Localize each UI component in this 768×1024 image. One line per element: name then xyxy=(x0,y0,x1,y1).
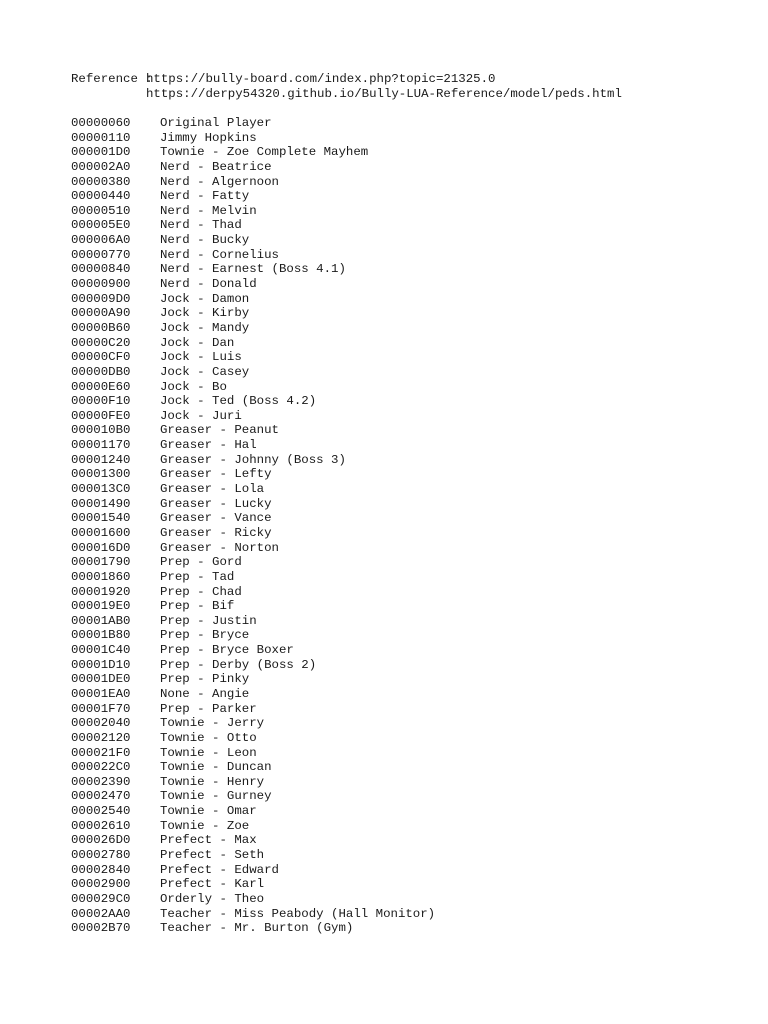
entry-address: 00001540 xyxy=(71,511,131,526)
entry-address: 00002840 xyxy=(71,862,131,877)
entry-name: Jimmy Hopkins xyxy=(160,130,257,145)
entry-name: Greaser - Lucky xyxy=(160,496,272,511)
list-item xyxy=(71,921,731,936)
entry-address: 00002780 xyxy=(71,848,131,863)
list-item xyxy=(71,306,731,321)
entry-address: 00001EA0 xyxy=(71,686,131,701)
entry-name: Original Player xyxy=(160,116,272,130)
entry-address: 000021F0 xyxy=(71,745,131,760)
list-item xyxy=(71,511,731,526)
entry-name: Greaser - Vance xyxy=(160,511,272,526)
entry-address: 000016D0 xyxy=(71,540,131,555)
entry-address: 00001AB0 xyxy=(71,613,131,628)
entry-name: Teacher - Mr. Burton (Gym) xyxy=(160,921,354,936)
list-item xyxy=(71,877,731,892)
list-item xyxy=(71,819,731,834)
entry-address: 00002900 xyxy=(71,877,131,892)
list-item xyxy=(71,189,731,204)
entry-address: 00001600 xyxy=(71,525,131,540)
entry-name: Jock - Juri xyxy=(160,408,242,423)
list-item xyxy=(71,350,731,365)
entry-name: Townie - Jerry xyxy=(160,716,265,731)
entry-name: Greaser - Hal xyxy=(160,438,257,453)
reference-indent xyxy=(71,87,146,102)
list-item xyxy=(71,321,731,336)
entry-address: 000029C0 xyxy=(71,891,131,906)
list-item xyxy=(71,789,731,804)
entry-address: 00002B70 xyxy=(71,921,131,936)
list-item xyxy=(71,277,731,292)
list-item xyxy=(71,863,731,878)
list-item xyxy=(71,131,731,146)
entry-name: Nerd - Donald xyxy=(160,277,257,292)
entry-name: Prefect - Karl xyxy=(160,877,265,892)
list-item xyxy=(71,555,731,570)
entry-name: Prep - Bif xyxy=(160,599,235,614)
list-item xyxy=(71,892,731,907)
list-item xyxy=(71,160,731,175)
list-item xyxy=(71,497,731,512)
entry-address: 00001490 xyxy=(71,496,131,511)
entry-name: Townie - Leon xyxy=(160,745,257,760)
entry-name: Townie - Otto xyxy=(160,730,257,745)
entry-name: Nerd - Algernoon xyxy=(160,174,279,189)
reference-line-1 xyxy=(71,72,731,87)
entry-address: 00000840 xyxy=(71,262,131,277)
entry-address: 000019E0 xyxy=(71,599,131,614)
list-item xyxy=(71,482,731,497)
entry-address: 00001D10 xyxy=(71,657,131,672)
document-page xyxy=(71,72,731,936)
entry-name: Orderly - Theo xyxy=(160,891,265,906)
entry-name: Prep - Derby (Boss 2) xyxy=(160,657,317,672)
entry-name: Prep - Bryce xyxy=(160,628,250,643)
list-item xyxy=(71,262,731,277)
list-item xyxy=(71,438,731,453)
entry-name: Prefect - Edward xyxy=(160,862,279,877)
list-item xyxy=(71,467,731,482)
list-item xyxy=(71,848,731,863)
list-item xyxy=(71,409,731,424)
entry-address: 00001DE0 xyxy=(71,672,131,687)
entry-name: Greaser - Norton xyxy=(160,540,279,555)
list-item xyxy=(71,175,731,190)
entry-address: 00000110 xyxy=(71,130,131,145)
list-item xyxy=(71,423,731,438)
entry-address: 00001C40 xyxy=(71,643,131,658)
entry-name: None - Angie xyxy=(160,686,250,701)
list-item xyxy=(71,760,731,775)
entry-name: Prep - Parker xyxy=(160,701,257,716)
list-item xyxy=(71,365,731,380)
reference-label: Reference : xyxy=(71,72,161,86)
entry-address: 00000DB0 xyxy=(71,364,131,379)
entry-address: 000009D0 xyxy=(71,291,131,306)
ped-list xyxy=(71,116,731,936)
entry-address: 00000380 xyxy=(71,174,131,189)
entry-address: 000026D0 xyxy=(71,833,131,848)
entry-name: Townie - Duncan xyxy=(160,760,272,775)
entry-name: Jock - Bo xyxy=(160,379,227,394)
list-item xyxy=(71,570,731,585)
list-item xyxy=(71,526,731,541)
list-item xyxy=(71,672,731,687)
entry-name: Townie - Zoe xyxy=(160,818,250,833)
entry-name: Jock - Luis xyxy=(160,350,242,365)
entry-address: 00001170 xyxy=(71,438,131,453)
entry-name: Prefect - Seth xyxy=(160,848,265,863)
entry-address: 00002610 xyxy=(71,818,131,833)
entry-address: 00002390 xyxy=(71,774,131,789)
entry-address: 00000770 xyxy=(71,247,131,262)
spacer xyxy=(71,102,731,116)
entry-name: Prep - Justin xyxy=(160,613,257,628)
list-item xyxy=(71,907,731,922)
entry-name: Jock - Kirby xyxy=(160,306,250,321)
entry-name: Greaser - Johnny (Boss 3) xyxy=(160,452,346,467)
list-item xyxy=(71,394,731,409)
entry-address: 00000C20 xyxy=(71,335,131,350)
entry-name: Nerd - Beatrice xyxy=(160,159,272,174)
entry-name: Nerd - Thad xyxy=(160,218,242,233)
entry-name: Prep - Gord xyxy=(160,555,242,570)
list-item xyxy=(71,248,731,263)
list-item xyxy=(71,687,731,702)
entry-address: 00000440 xyxy=(71,189,131,204)
list-item xyxy=(71,204,731,219)
list-item xyxy=(71,585,731,600)
entry-address: 00000060 xyxy=(71,116,131,130)
list-item xyxy=(71,218,731,233)
list-item xyxy=(71,145,731,160)
entry-address: 000010B0 xyxy=(71,423,131,438)
entry-address: 00000F10 xyxy=(71,394,131,409)
entry-address: 00001300 xyxy=(71,467,131,482)
list-item xyxy=(71,380,731,395)
entry-name: Nerd - Earnest (Boss 4.1) xyxy=(160,262,346,277)
entry-address: 00000510 xyxy=(71,203,131,218)
list-item xyxy=(71,716,731,731)
entry-name: Nerd - Fatty xyxy=(160,189,250,204)
entry-name: Prep - Tad xyxy=(160,569,235,584)
entry-address: 00001860 xyxy=(71,569,131,584)
entry-address: 00000900 xyxy=(71,277,131,292)
list-item xyxy=(71,731,731,746)
list-item xyxy=(71,833,731,848)
list-item xyxy=(71,702,731,717)
list-item xyxy=(71,116,731,131)
entry-address: 00001B80 xyxy=(71,628,131,643)
entry-name: Nerd - Bucky xyxy=(160,233,250,248)
entry-name: Prefect - Max xyxy=(160,833,257,848)
entry-address: 00002470 xyxy=(71,789,131,804)
list-item xyxy=(71,233,731,248)
entry-address: 000022C0 xyxy=(71,760,131,775)
reference-url-bully-board[interactable]: https://bully-board.com/index.php?topic=21325.0 xyxy=(146,72,496,86)
reference-line-2 xyxy=(71,87,731,102)
list-item xyxy=(71,658,731,673)
entry-address: 00001240 xyxy=(71,452,131,467)
entry-name: Townie - Omar xyxy=(160,804,257,819)
reference-url-lua-reference[interactable]: https://derpy54320.github.io/Bully-LUA-Reference/model/peds.html xyxy=(146,87,622,101)
entry-name: Nerd - Melvin xyxy=(160,203,257,218)
entry-address: 00002040 xyxy=(71,716,131,731)
list-item xyxy=(71,804,731,819)
entry-address: 00001F70 xyxy=(71,701,131,716)
list-item xyxy=(71,541,731,556)
entry-name: Prep - Pinky xyxy=(160,672,250,687)
entry-name: Prep - Chad xyxy=(160,584,242,599)
list-item xyxy=(71,614,731,629)
list-item xyxy=(71,775,731,790)
entry-name: Jock - Casey xyxy=(160,364,250,379)
entry-name: Greaser - Peanut xyxy=(160,423,279,438)
entry-name: Jock - Dan xyxy=(160,335,235,350)
list-item xyxy=(71,628,731,643)
entry-address: 00000E60 xyxy=(71,379,131,394)
entry-address: 00002AA0 xyxy=(71,906,131,921)
entry-address: 00001920 xyxy=(71,584,131,599)
entry-address: 00000FE0 xyxy=(71,408,131,423)
list-item xyxy=(71,336,731,351)
entry-name: Townie - Gurney xyxy=(160,789,272,804)
entry-name: Prep - Bryce Boxer xyxy=(160,643,294,658)
list-item xyxy=(71,453,731,468)
entry-name: Greaser - Ricky xyxy=(160,525,272,540)
entry-address: 000005E0 xyxy=(71,218,131,233)
entry-name: Jock - Ted (Boss 4.2) xyxy=(160,394,317,409)
entry-name: Jock - Damon xyxy=(160,291,250,306)
entry-address: 000001D0 xyxy=(71,145,131,160)
entry-name: Townie - Zoe Complete Mayhem xyxy=(160,145,369,160)
entry-address: 00001790 xyxy=(71,555,131,570)
entry-name: Jock - Mandy xyxy=(160,320,250,335)
entry-address: 00000CF0 xyxy=(71,350,131,365)
entry-address: 000006A0 xyxy=(71,233,131,248)
entry-address: 000013C0 xyxy=(71,482,131,497)
entry-name: Greaser - Lola xyxy=(160,482,265,497)
list-item xyxy=(71,643,731,658)
entry-address: 00000A90 xyxy=(71,306,131,321)
entry-name: Teacher - Miss Peabody (Hall Monitor) xyxy=(160,906,436,921)
list-item xyxy=(71,292,731,307)
entry-address: 000002A0 xyxy=(71,159,131,174)
list-item xyxy=(71,599,731,614)
entry-address: 00002120 xyxy=(71,730,131,745)
list-item xyxy=(71,746,731,761)
entry-name: Greaser - Lefty xyxy=(160,467,272,482)
entry-address: 00000B60 xyxy=(71,320,131,335)
entry-name: Nerd - Cornelius xyxy=(160,247,279,262)
entry-name: Townie - Henry xyxy=(160,774,265,789)
entry-address: 00002540 xyxy=(71,804,131,819)
